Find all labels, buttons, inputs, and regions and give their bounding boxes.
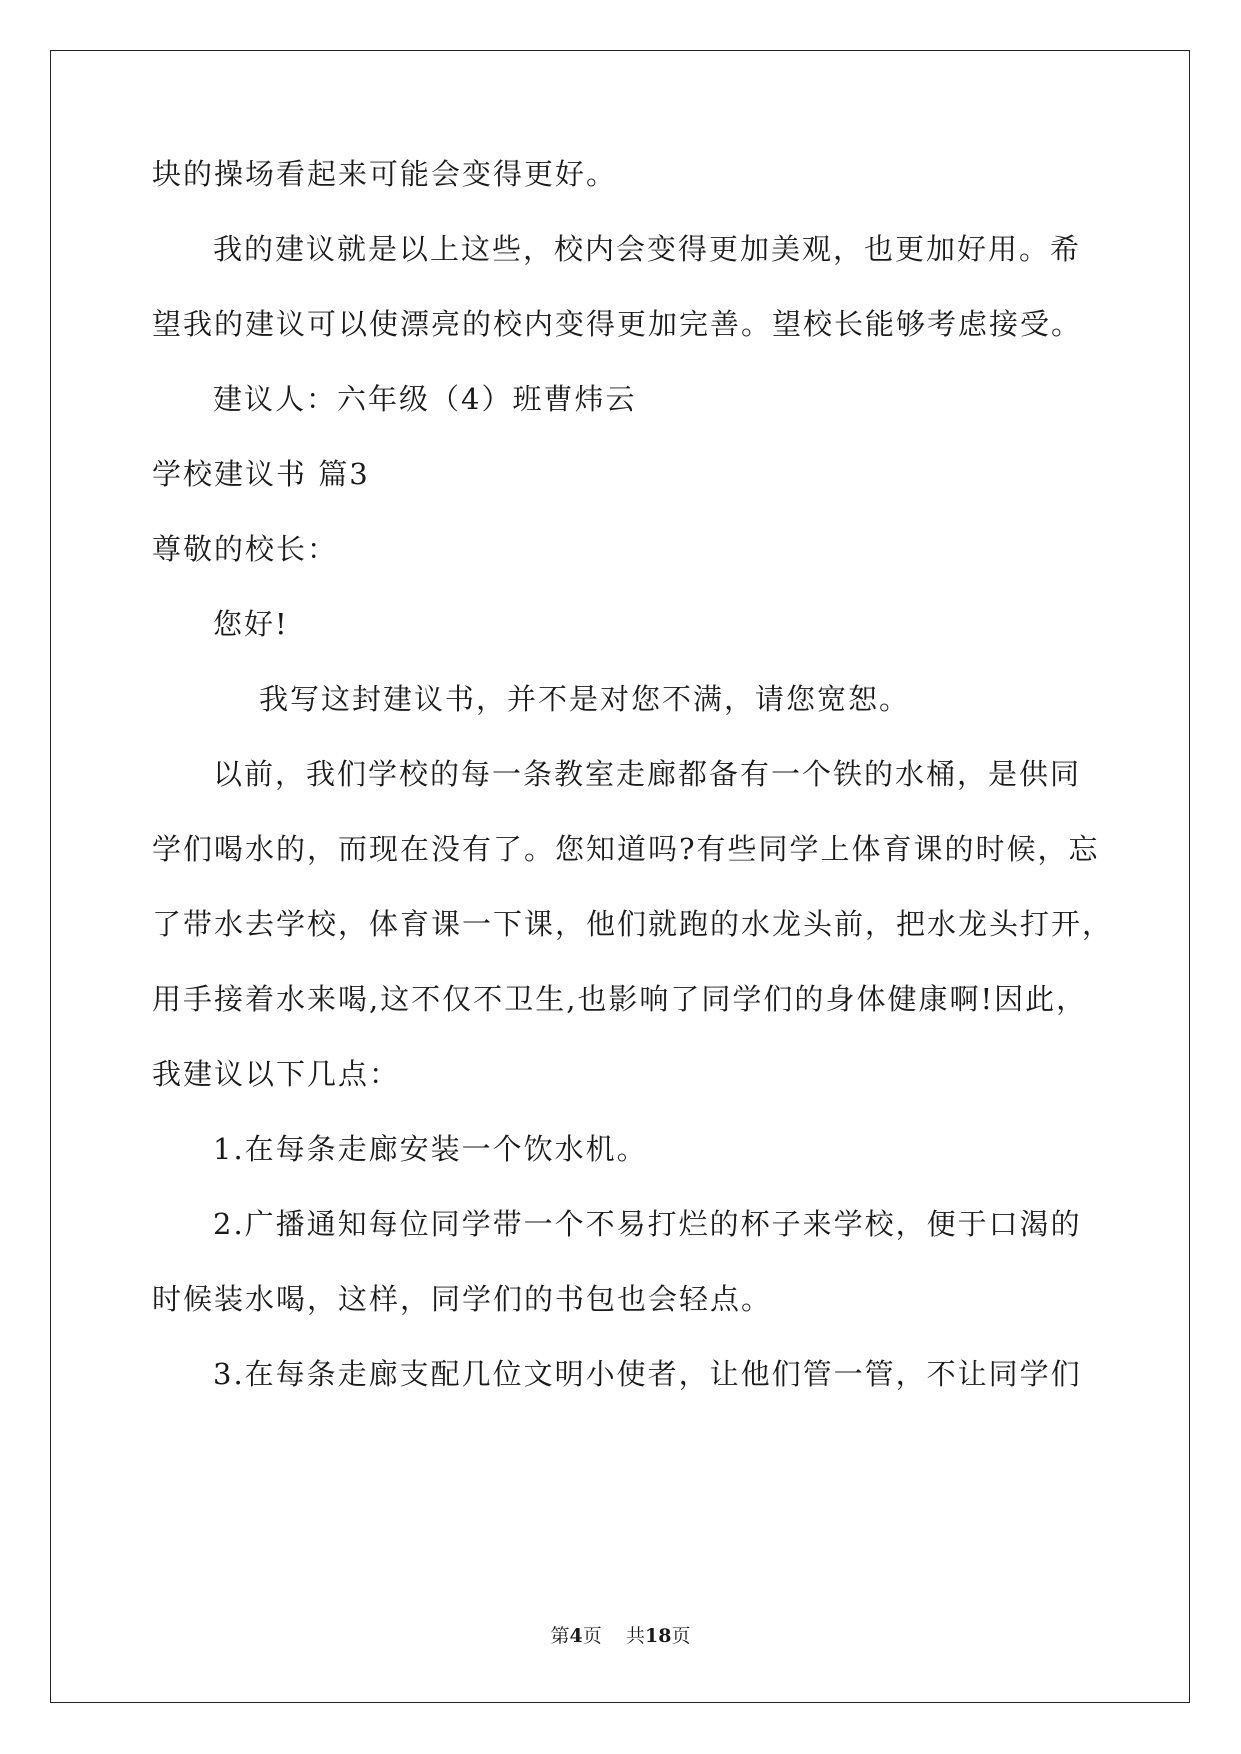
body-line: 以前，我们学校的每一条教室走廊都备有一个铁的水桶，是供同 — [213, 757, 1082, 791]
list-item: 3.在每条走廊支配几位文明小使者，让他们管一管，不让同学们 — [213, 1357, 1082, 1391]
body-line: 了带水去学校，体育课一下课，他们就跑的水龙头前，把水龙头打开， — [152, 907, 1114, 941]
body-line: 我写这封建议书，并不是对您不满，请您宽恕。 — [259, 682, 911, 716]
body-line: 我的建议就是以上这些，校内会变得更加美观，也更加好用。希 — [213, 232, 1082, 266]
section-heading: 学校建议书 篇3 — [152, 457, 370, 491]
footer-prefix: 第 — [550, 1625, 570, 1647]
footer-total-prefix: 共 — [625, 1625, 645, 1647]
footer-page-suffix: 页 — [582, 1625, 602, 1647]
signature-line: 建议人：六年级（4）班曹炜云 — [213, 382, 637, 416]
footer-page-number: 4 — [569, 1625, 583, 1647]
list-item: 2.广播通知每位同学带一个不易打烂的杯子来学校，便于口渴的 — [213, 1207, 1082, 1241]
body-line: 块的操场看起来可能会变得更好。 — [152, 157, 618, 191]
body-line: 用手接着水来喝,这不仅不卫生,也影响了同学们的身体健康啊!因此， — [152, 982, 1088, 1016]
salutation: 尊敬的校长： — [152, 532, 339, 566]
footer-total-suffix: 页 — [671, 1625, 691, 1647]
body-line: 望我的建议可以使漂亮的校内变得更加完善。望校长能够考虑接受。 — [152, 307, 1083, 341]
page-frame — [50, 50, 1190, 1703]
list-item: 1.在每条走廊安装一个饮水机。 — [213, 1132, 648, 1166]
body-line: 我建议以下几点： — [152, 1057, 401, 1091]
greeting: 您好! — [213, 607, 289, 641]
list-item-continued: 时候装水喝，这样，同学们的书包也会轻点。 — [152, 1282, 773, 1316]
body-line: 学们喝水的，而现在没有了。您知道吗?有些同学上体育课的时候，忘 — [152, 832, 1100, 866]
footer-total-pages: 18 — [644, 1625, 672, 1647]
page-footer — [0, 1624, 1241, 1648]
